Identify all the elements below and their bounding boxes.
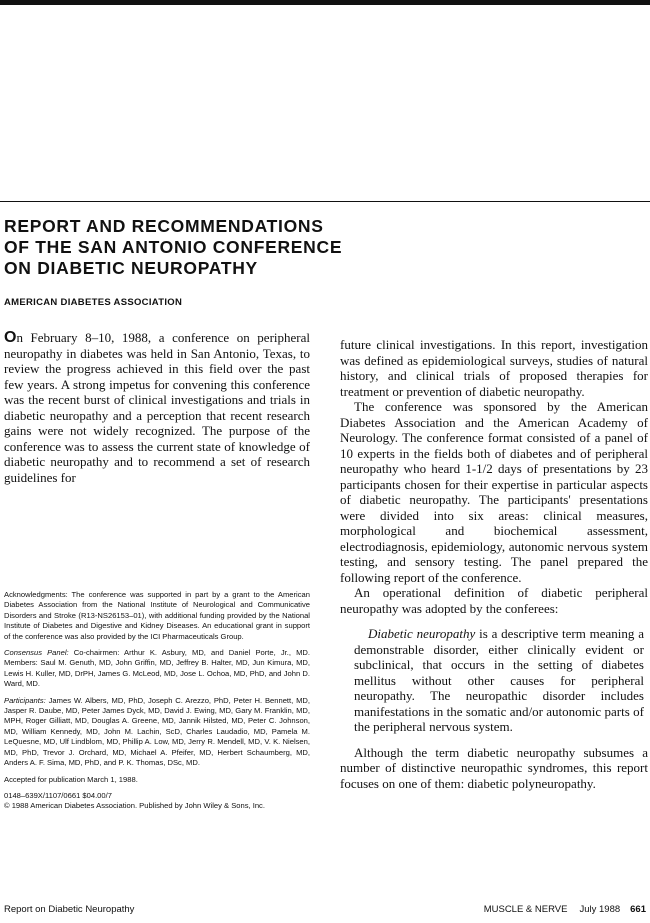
- scope-paragraph: Although the term diabetic neuropathy subsumes a number of distinctive neuropathic syndromes, this report focuses on one of them: diabetic polyneuropathy.: [340, 744, 648, 791]
- right-column: [340, 337, 648, 791]
- author-line: AMERICAN DIABETES ASSOCIATION: [4, 297, 183, 308]
- definition-text: is a descriptive term meaning a demonstrable disorder, either clinically evident or subclinical, that occurs in the setting of diabetes mellitus without other causes for peripheral neuropathy. The neuropathic disorder includes manifestations in the somatic and/or autonomic parts of the peripheral nervous system.: [354, 626, 644, 734]
- participants: [4, 696, 310, 769]
- participants-text: James W. Albers, MD, PhD, Joseph C. Arezzo, PhD, Peter H. Bennett, MD, Jasper R. Daube, MD, Peter James Dyck, MD, David J. Ewing, MD, Gary M. Franklin, MD, MPH, Roger Gilliatt, MD, Douglas A. Greene, MD, Jannik Hilsted, MD, Peter C. Johnson, MD, William Kennedy, MD, John M. Lachin, ScD, Charles Laudadio, MD, Pamela M. LeQuesne, MD, Ulf Lindblom, MD, Phillip A. Low, MD, Jerry R. Mendell, MD, V. K. Nielsen, MD, PhD, Trevor J. Orchard, MD, Michael A. Pfeifer, MD, Herbert Schaumberg, MD, Anders A. F. Sima, MD, PhD, and P. K. Thomas, DSc, MD.: [4, 695, 310, 768]
- intro-text: n February 8–10, 1988, a conference on peripheral neuropathy in diabetes was held in San Antonio, Texas, to review the progress achieved in this field over the past few years. A strong impetus for convening this conference was the recent burst of clinical investigations and trials in diabetic neuropathy and a perception that recent research gains were not widely recognized. The purpose of the conference was to assess the current state of knowledge of diabetic neuropathy and to recommend a set of research guidelines for: [4, 330, 310, 485]
- accepted-date: Accepted for publication March 1, 1988.: [4, 774, 138, 784]
- journal-info: [484, 904, 646, 915]
- running-title: Report on Diabetic Neuropathy: [4, 904, 135, 915]
- left-column: [4, 330, 310, 485]
- copyright-line: © 1988 American Diabetes Association. Published by John Wiley & Sons, Inc.: [4, 801, 265, 811]
- intro-paragraph: [4, 330, 310, 485]
- acknowledgments: Acknowledgments: The conference was supported in part by a grant to the American Diabetes Association from the National Institute of Neurological and Communicative Disorders and Stroke (R13-NS26153–01), with additional funding provided by the National Institute of Diabetes and Digestive and Kidney Diseases. An educational grant in support of the conference was also provided by the ICI Pharmaceuticals Group.: [4, 590, 310, 641]
- definition-intro-paragraph: An operational definition of diabetic peripheral neuropathy was adopted by the conferees:: [340, 585, 648, 616]
- participants-label: Participants:: [4, 695, 46, 705]
- panel-text: Co-chairmen: Arthur K. Asbury, MD, and Daniel Porte, Jr., MD. Members: Saul M. Genuth, MD, John Griffin, MD, Jeffrey B. Halter, MD, Jun Kimura, MD, Lewis H. Kuller, MD, DrPH, James G. McLeod, MD, Jose L. Ochoa, MD, PhD, and John D. Ward, MD.: [4, 648, 310, 689]
- article-title: [4, 216, 504, 279]
- page-number: 661: [630, 904, 646, 915]
- top-rule: [0, 0, 650, 5]
- panel-label: Consensus Panel:: [4, 648, 69, 658]
- issn-line: 0148–639X/1107/0661 $04.00/7: [4, 790, 112, 800]
- journal-name: MUSCLE & NERVE: [483, 904, 568, 915]
- consensus-panel: [4, 648, 310, 690]
- issue-date: July 1988: [579, 904, 621, 915]
- definition-block: [354, 626, 644, 735]
- title-rule: [0, 201, 650, 202]
- definition-term: Diabetic neuropathy: [368, 626, 476, 641]
- sponsorship-paragraph: The conference was sponsored by the American Diabetes Association and the American Academy of Neurology. The conference format consisted of a panel of 10 experts in the fields both of diabetes and of peripheral neuropathy who heard 1-1/2 days of presentations by 23 participants chosen for their expertise in particular aspects of diabetic neuropathy. The participants' presentations were divided into six areas: clinical measures, morphological and biochemical assessment, electrodiagnosis, epidemiology, autonomic nervous system testing, and sensory testing. The panel prepared the following report of the conference.: [340, 399, 648, 585]
- title-line: OF THE SAN ANTONIO CONFERENCE: [4, 237, 343, 257]
- footnotes: [4, 590, 310, 812]
- title-line: REPORT AND RECOMMENDATIONS: [4, 216, 324, 236]
- title-line: ON DIABETIC NEUROPATHY: [4, 258, 258, 278]
- continuation-paragraph: future clinical investigations. In this report, investigation was defined as epidemiological surveys, studies of natural history, and clinical trials of proposed therapies for treatment or prevention of diabetic neuropathy.: [340, 337, 648, 399]
- dropcap: O: [4, 329, 17, 346]
